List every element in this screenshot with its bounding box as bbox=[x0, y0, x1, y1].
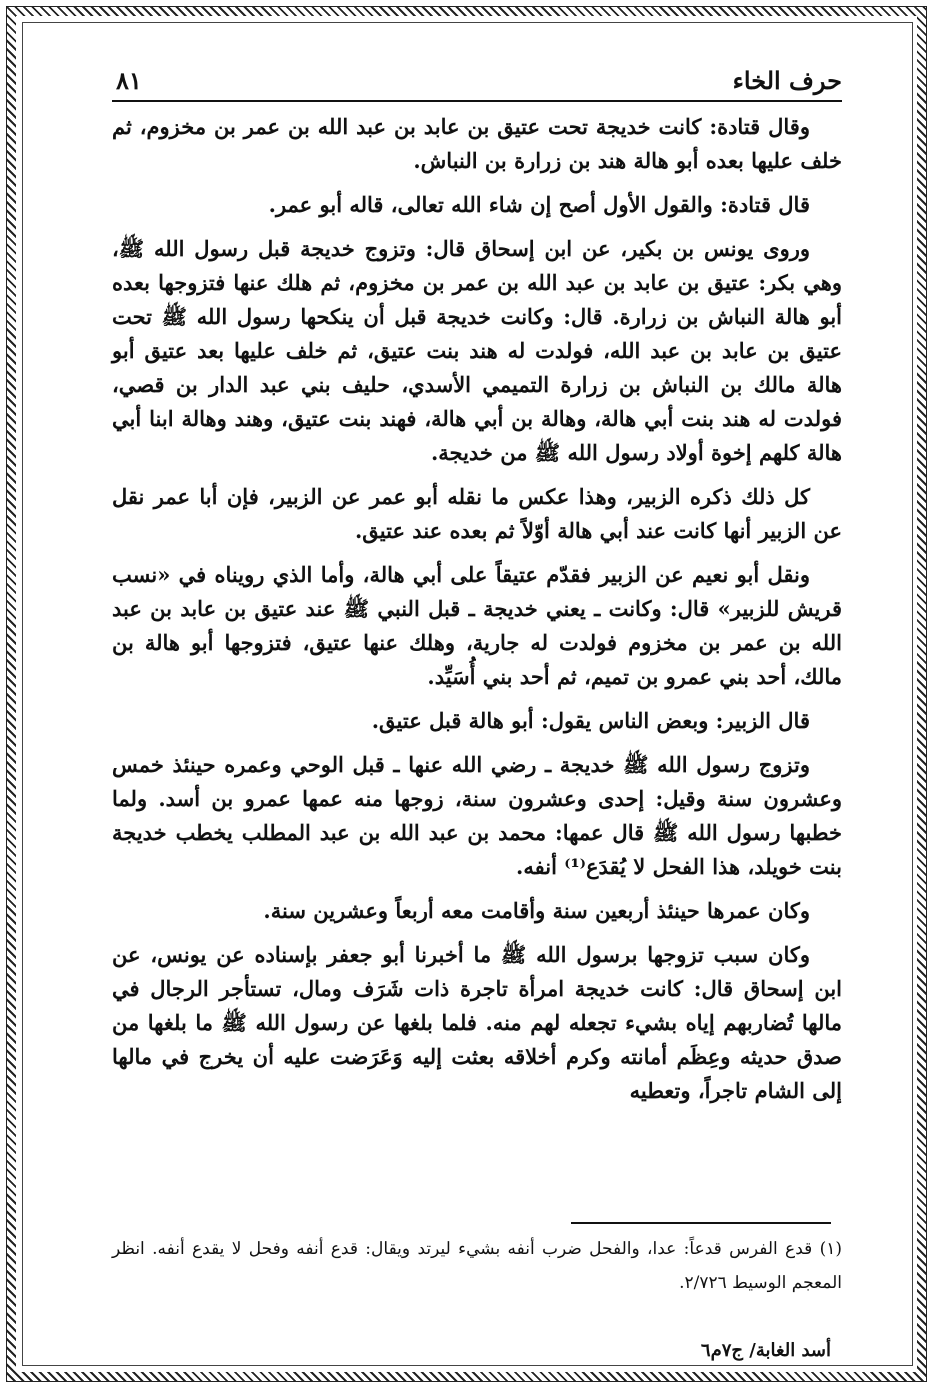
paragraph: ونقل أبو نعيم عن الزبير فقدّم عتيقاً على أبي هالة، وأما الذي رويناه في «نسب قريش للزبير» قال: وكانت ـ يعني خديجة ـ قبل النبي ﷺ عند عتيق بن عابد بن عبد الله بن عمر بن مخزوم فولدت له جارية، وهلك عنها عتيق، فتزوجها أبو هالة بن مالك، أحد بني عمرو بن تميم، ثم أحد بني أُسَيِّد. bbox=[112, 562, 842, 689]
paragraph: وكان سبب تزوجها برسول الله ﷺ ما أخبرنا أبو جعفر بإسناده عن يونس، عن ابن إسحاق قال: كانت خديجة امرأة تاجرة ذات شَرَف ومال، تستأجر الرجال في مالها تُضاربهم إياه بشيء تجعله لهم منه. فلما بلغها عن رسول الله ﷺ ما بلغها من صدق حديثه وعِظَم أمانته وكرم أخلاقه بعثت إليه وَعَرَضت عليه أن يخرج في مالها إلى الشام تاجراً، وتعطيه bbox=[112, 942, 842, 1103]
page-header bbox=[112, 58, 842, 102]
paragraph: وتزوج رسول الله ﷺ خديجة ـ رضي الله عنها ـ قبل الوحي وعمره حينئذ خمس وعشرون سنة وقيل: إحدى وعشرون سنة، زوجها منه عمها عمرو بن أسد. ولما خطبها رسول الله ﷺ قال عمها: محمد بن عبد الله بن عبد المطلب يخطب خديجة بنت خويلد، هذا الفحل لا يُقدَع⁽¹⁾ أنفه. bbox=[112, 752, 842, 879]
page-number: ٨١ bbox=[116, 66, 142, 95]
paragraph: كل ذلك ذكره الزبير، وهذا عكس ما نقله أبو عمر عن الزبير، فإن أبا عمر نقل عن الزبير أنها كانت عند أبي هالة أوّلاً ثم بعده عند عتيق. bbox=[112, 484, 842, 543]
footnote-text: (١) قدع الفرس قدعاً: عدا، والفحل ضرب أنفه بشيء ليرتد ويقال: قدع أنفه وفحل لا يقدع أنفه. انظر المعجم الوسيط ٢/٧٢٦. bbox=[112, 1239, 842, 1293]
paragraph: وقال قتادة: كانت خديجة تحت عتيق بن عابد بن عبد الله بن عمر بن مخزوم، ثم خلف عليها بعده أبو هالة هند بن زرارة بن النباش. bbox=[112, 114, 842, 173]
paragraph: وروى يونس بن بكير، عن ابن إسحاق قال: وتزوج خديجة قبل رسول الله ﷺ، وهي بكر: عتيق بن عابد بن عبد الله بن عمر بن مخزوم، ثم هلك عنها فتزوجها بعده أبو هالة النباش بن زرارة. قال: وكانت خديجة قبل أن ينكحها رسول الله ﷺ تحت عتيق بن عابد بن عبد الله، فولدت له هند بنت عتيق، ثم خلف عليها بعد عتيق أبو هالة مالك بن النباش بن زرارة التميمي الأسدي، حليف بني عبد الدار بن قصي، فولدت له هند بنت أبي هالة، وهالة بن أبي هالة، فهند بنت عتيق، وهند وهالة ابنا أبي هالة كلهم إخوة أولاد رسول الله ﷺ من خديجة. bbox=[112, 236, 842, 465]
paragraph: قال الزبير: وبعض الناس يقول: أبو هالة قبل عتيق. bbox=[371, 708, 810, 733]
print-signature: أسد الغابة/ ج٧م٦ bbox=[700, 1340, 831, 1361]
paragraph: وكان عمرها حينئذ أربعين سنة وأقامت معه أربعاً وعشرين سنة. bbox=[263, 898, 810, 923]
running-title: حرف الخاء bbox=[732, 66, 842, 95]
footnote-separator bbox=[571, 1222, 831, 1224]
main-text bbox=[112, 110, 842, 1118]
paragraph: قال قتادة: والقول الأول أصح إن شاء الله تعالى، قاله أبو عمر. bbox=[268, 192, 810, 217]
footnote bbox=[112, 1232, 842, 1300]
